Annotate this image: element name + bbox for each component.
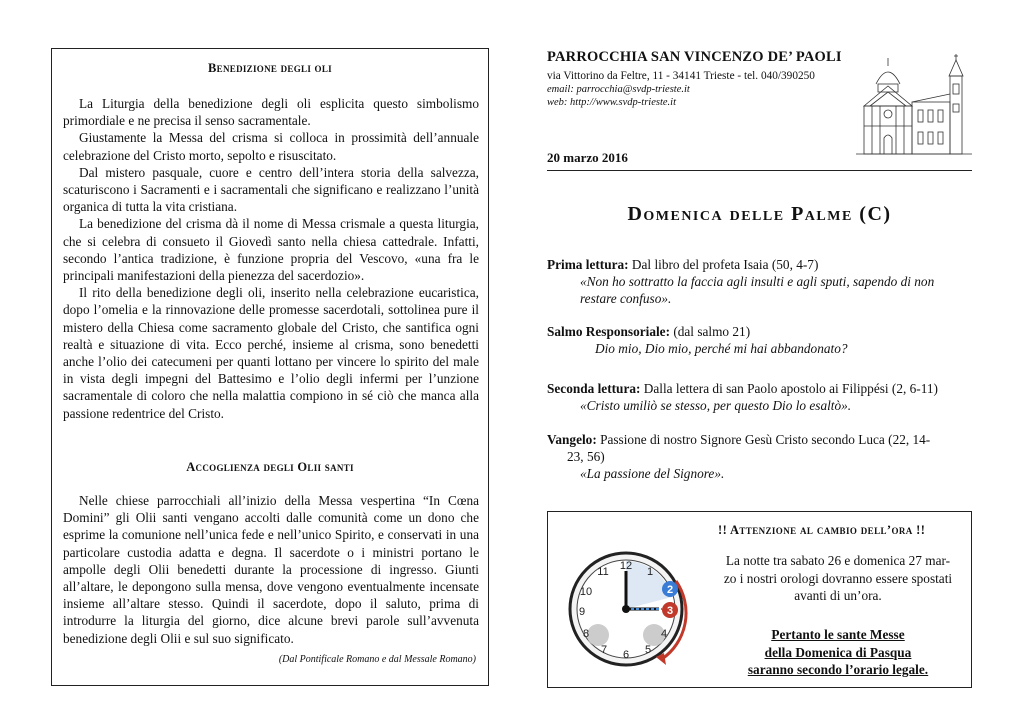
paragraph: Giustamente la Messa del crisma si colloca in prossimità dell’annuale celebrazione del Cristo morto, sepolto e risuscitato.: [63, 130, 479, 163]
reading-quote: Dio mio, Dio mio, perché mi hai abbandonato?: [595, 341, 848, 356]
psalm: [547, 323, 972, 357]
masses-line: Pertanto le sante Messe: [771, 627, 905, 642]
svg-text:8: 8: [582, 628, 590, 640]
reading-reference: Dal libro del profeta Isaia (50, 4-7): [628, 257, 819, 272]
reading-quote: «La passione del Signore».: [580, 466, 725, 481]
svg-text:9: 9: [578, 606, 586, 618]
left-panel: [51, 48, 489, 686]
paragraph: Dal mistero pasquale, cuore e centro dell’intera storia della salvezza, scaturiscono i Sacramenti e i sacramentali che significano e realizzano l’unità organica di tutta la vita cristiana.: [63, 164, 479, 215]
parish-name: PARROCCHIA SAN VINCENZO DE’ PAOLI: [547, 49, 842, 65]
parish-web: web: http://www.svdp-trieste.it: [547, 97, 677, 108]
masses-line: della Domenica di Pasqua: [764, 644, 912, 660]
paragraph: La Liturgia della benedizione degli oli esplicita questo simbolismo primordiale e ne precisa il senso sacramentale.: [63, 96, 479, 129]
clock-to-hour: 3: [666, 605, 674, 617]
first-reading: [547, 256, 972, 307]
notice-line: La notte tra sabato 26 e domenica 27 mar-: [725, 553, 951, 568]
paragraph: Nelle chiese parrocchiali all’inizio della Messa vespertina “In Cœna Domini” gli Olii santi vengano accolti dalle comunità come un dono che esprime la comunione nell’unica fede e nell’unico Spirito, e conservati in una particolare custodia adatta e degna. Il sacerdote o i ministri portano le ampolle degli Olii benedetti durante la processione di ingresso. Giunti all’altare, le depongono sulla mensa, dove vengono eventualmente incensate insieme all’altare stesso. Quindi il sacerdote, dopo il saluto, prima di introdurre la liturgia del giorno, dice alcune brevi parole sull’avvenuta benedizione degli Olii e sul suo significato.: [63, 493, 479, 646]
notice-title: !! Attenzione al cambio dell’ora !!: [718, 523, 926, 537]
reading-label: Seconda lettura:: [547, 381, 641, 396]
svg-text:7: 7: [600, 644, 608, 656]
masses-line: saranno secondo l’orario legale.: [747, 662, 929, 677]
paragraph: La benedizione del crisma dà il nome di Messa crismale a questa liturgia, che si celebra di consueto il Giovedì santo nella chiesa cattedrale. Infatti, secondo l’antica tradizione, è funzione propria del Vescovo, «una fra le principali manifestazioni della pienezza del sacerdozio».: [63, 216, 479, 284]
section-title-accoglienza: Accoglienza degli Olii santi: [186, 460, 354, 474]
source-note: (Dal Pontificale Romano e dal Messale Romano): [278, 654, 476, 665]
svg-text:1: 1: [646, 566, 654, 578]
reading-quote: «Non ho sottratto la faccia agli insulti e agli sputi, sapendo di non restare confuso».: [580, 274, 935, 306]
notice-line: avanti di un’ora.: [794, 588, 882, 603]
svg-text:5: 5: [644, 644, 652, 656]
reading-reference-cont: 23, 56): [567, 449, 605, 464]
reading-label: Vangelo:: [547, 432, 597, 447]
second-reading: [547, 380, 972, 414]
section-title-benedizione: Benedizione degli oli: [208, 61, 332, 75]
svg-text:6: 6: [622, 649, 630, 661]
svg-text:4: 4: [660, 628, 668, 640]
reading-reference: (dal salmo 21): [670, 324, 751, 339]
svg-text:12: 12: [619, 560, 633, 572]
clock-from-hour: 2: [666, 584, 674, 596]
gospel: [547, 431, 972, 482]
paragraph: Il rito della benedizione degli oli, inserito nella celebrazione eucaristica, dopo l’omelia e la rinnovazione delle promesse sacerdotali, sottolinea pure il mistero della Chiesa come sacramento globale del Cristo, che santifica ogni realtà e situazione di vita. Ecco perché, insieme al crisma, sono benedetti anche l’olio dei catecumeni per quanti lottano per vincere lo spirito del male in vista degli impegni del Battesimo e l’olio degli infermi per l’unzione sacramentale di coloro che nella malattia compiono in sé ciò che manca alla passione redentrice del Cristo.: [63, 285, 479, 421]
reading-label: Prima lettura:: [547, 257, 629, 272]
notice-line: zo i nostri orologi dovranno essere spostati: [723, 570, 953, 586]
benedizione-text: [63, 95, 479, 422]
notice-text: [708, 552, 968, 605]
reading-quote: «Cristo umiliò se stesso, per questo Dio lo esaltò».: [580, 398, 852, 413]
church-illustration-icon: [856, 46, 972, 158]
reading-label: Salmo Responsoriale:: [547, 324, 670, 339]
reading-reference: Passione di nostro Signore Gesù Cristo secondo Luca (22, 14-: [596, 432, 931, 447]
sunday-title: Domenica delle Palme (C): [627, 203, 892, 225]
reading-reference: Dalla lettera di san Paolo apostolo ai Filippési (2, 6-11): [640, 381, 938, 396]
bulletin-date: 20 marzo 2016: [547, 150, 628, 165]
svg-text:10: 10: [579, 586, 593, 598]
parish-address: via Vittorino da Feltre, 11 - 34141 Trieste - tel. 040/390250: [547, 70, 815, 82]
masses-notice: [708, 626, 968, 679]
parish-email: email: parrocchia@svdp-trieste.it: [547, 84, 690, 95]
time-change-notice: [547, 511, 972, 688]
divider: [547, 170, 972, 171]
accoglienza-text: [63, 492, 479, 647]
clock-icon: [560, 537, 700, 675]
svg-text:11: 11: [597, 566, 609, 578]
